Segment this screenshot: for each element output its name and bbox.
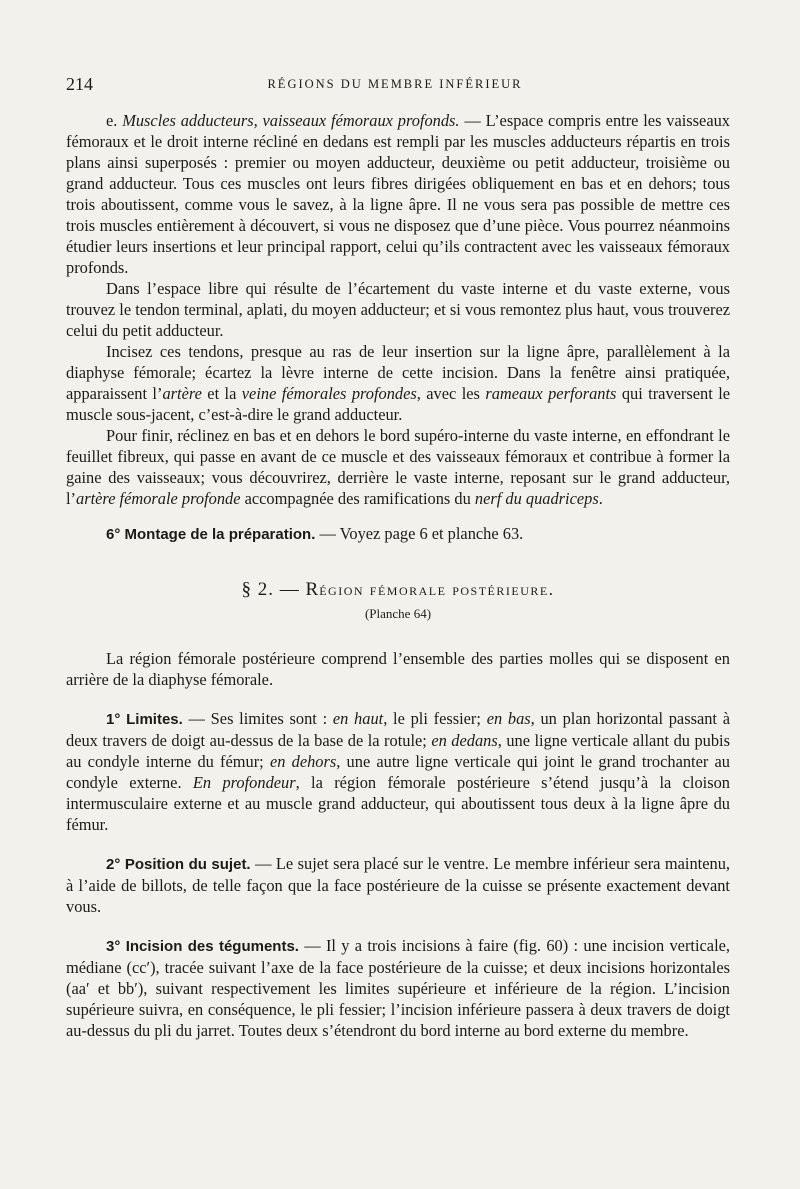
running-header: [66, 74, 724, 98]
text-run: .: [598, 489, 603, 508]
text-run: accompagnée des ramifications du: [240, 489, 475, 508]
paragraph-montage: [66, 523, 730, 545]
italic-term: en dedans: [431, 731, 498, 750]
item-label: e.: [106, 111, 118, 130]
section-number: § 2. — R: [241, 579, 320, 600]
text-run: et la: [201, 384, 242, 403]
text-run: , une ligne verticale allant du pubis au condyle interne du fémur;: [66, 731, 730, 771]
italic-term: rameaux perforants: [485, 384, 617, 403]
item-title: Muscles adducteurs, vaisseaux fémoraux profonds.: [122, 111, 460, 130]
page-body: [66, 110, 730, 1041]
page-number: 214: [66, 74, 93, 94]
running-title: RÉGIONS DU MEMBRE INFÉRIEUR: [267, 77, 523, 91]
section-title: [66, 579, 730, 600]
text-run: — Le sujet sera placé sur le ventre. Le membre inférieur sera maintenu, à l’aide de billots, de telle façon que la face postérieure de la cuisse se présente exactement devant vous.: [66, 854, 730, 916]
paragraph-position: [66, 853, 730, 917]
paragraph-adducteurs: [66, 110, 730, 278]
section-title-text: égion fémorale postérieure.: [319, 580, 555, 599]
paragraph-intro: La région fémorale postérieure comprend l’ensemble des parties molles qui se disposent en arrière de la diaphyse fémorale.: [66, 649, 730, 689]
italic-term: artère fémorale profonde: [76, 489, 241, 508]
italic-term: en dehors: [269, 752, 337, 771]
bold-heading: 6° Montage de la préparation.: [106, 526, 316, 543]
text-run: qui traversent le muscle sous-jacent, c’est-à-dire le grand adducteur.: [66, 384, 731, 424]
text-run: — Voyez page 6 et planche 63.: [315, 524, 524, 543]
paragraph-limites: [66, 708, 730, 835]
bold-heading: 3° Incision des téguments.: [106, 938, 299, 955]
italic-term: En profondeur: [192, 773, 296, 792]
paragraph-text: — L’espace compris entre les vaisseaux fémoraux et le droit interne récliné en dedans est rempli par les muscles adducteurs répartis en trois plans ainsi superposés : premier ou moyen adducteur, deuxième ou petit adducteur, troisième ou grand adducteur. Tous ces muscles ont leurs fibres dirigées obliquement en bas et en dehors; tous trois aboutissent, comme vous le savez, à la ligne âpre. Il ne vous sera pas possible de mettre ces trois muscles entièrement à découvert, si vous ne disposez que d’une pièce. Vous pourrez néanmoins étudier leurs insertions et leur principal rapport, celui qu’ils contractent avec les vaisseaux fémoraux profonds.: [66, 111, 730, 277]
text-run: , avec les: [416, 384, 486, 403]
paragraph-incision: [66, 935, 730, 1041]
text-run: Pour finir, réclinez en bas et en dehors le bord supéro-interne du vaste interne, en effondrant le feuillet fibreux, qui passe en avant de ce muscle et des vaisseaux fémoraux et contribue à former la gaine des vaisseaux; vous découvrirez, derrière le vaste interne, reposant sur le grand adducteur, l’: [66, 426, 730, 508]
italic-term: nerf du quadriceps: [474, 489, 599, 508]
paragraph-incisez: [66, 341, 730, 425]
text-run: — Il y a trois incisions à faire (fig. 60) : une incision verticale, médiane (cc′), tracée suivant l’axe de la face postérieure de la cuisse; et deux incisions horizontales (aa′ et bb′), suivant respectivement les limites supérieure et inférieure de la région. L’incision supérieure suivra, en conséquence, le pli fessier; l’incision inférieure passera à deux travers de doigt au-dessus du pli du jarret. Toutes deux s’étendront du bord interne au bord externe du membre.: [66, 936, 731, 1040]
italic-term: en bas: [486, 709, 531, 728]
text-run: , la région fémorale postérieure s’étend jusqu’à la cloison intermusculaire externe et au muscle grand adducteur, qui aboutissent tous deux à la ligne âpre du fémur.: [66, 773, 730, 834]
paragraph-pour-finir: [66, 425, 730, 509]
italic-term: veine fémorales profondes: [241, 384, 417, 403]
text-run: , un plan horizontal passant à deux travers de doigt au-dessus de la base de la rotule;: [66, 709, 730, 750]
paragraph-espace-libre: Dans l’espace libre qui résulte de l’écartement du vaste interne et du vaste externe, vous trouvez le tendon terminal, aplati, du moyen adducteur; et si vous remontez plus haut, vous trouverez celui du petit adducteur.: [66, 279, 730, 340]
bold-heading: 1° Limites.: [106, 711, 183, 728]
bold-heading: 2° Position du sujet.: [106, 856, 251, 873]
text-run: — Ses limites sont :: [182, 709, 333, 728]
text-run: , le pli fessier;: [383, 709, 487, 728]
italic-term: en haut: [332, 709, 384, 728]
planche-reference: (Planche 64): [364, 606, 432, 621]
text-run: Incisez ces tendons, presque au ras de leur insertion sur la ligne âpre, parallèlement à la diaphyse fémorale; écartez la lèvre interne de cette incision. Dans la fenêtre ainsi pratiquée, apparaissent l’: [66, 342, 730, 403]
text-run: , une autre ligne verticale qui joint le grand trochanter au condyle externe.: [66, 752, 731, 792]
italic-term: artère: [162, 384, 202, 403]
